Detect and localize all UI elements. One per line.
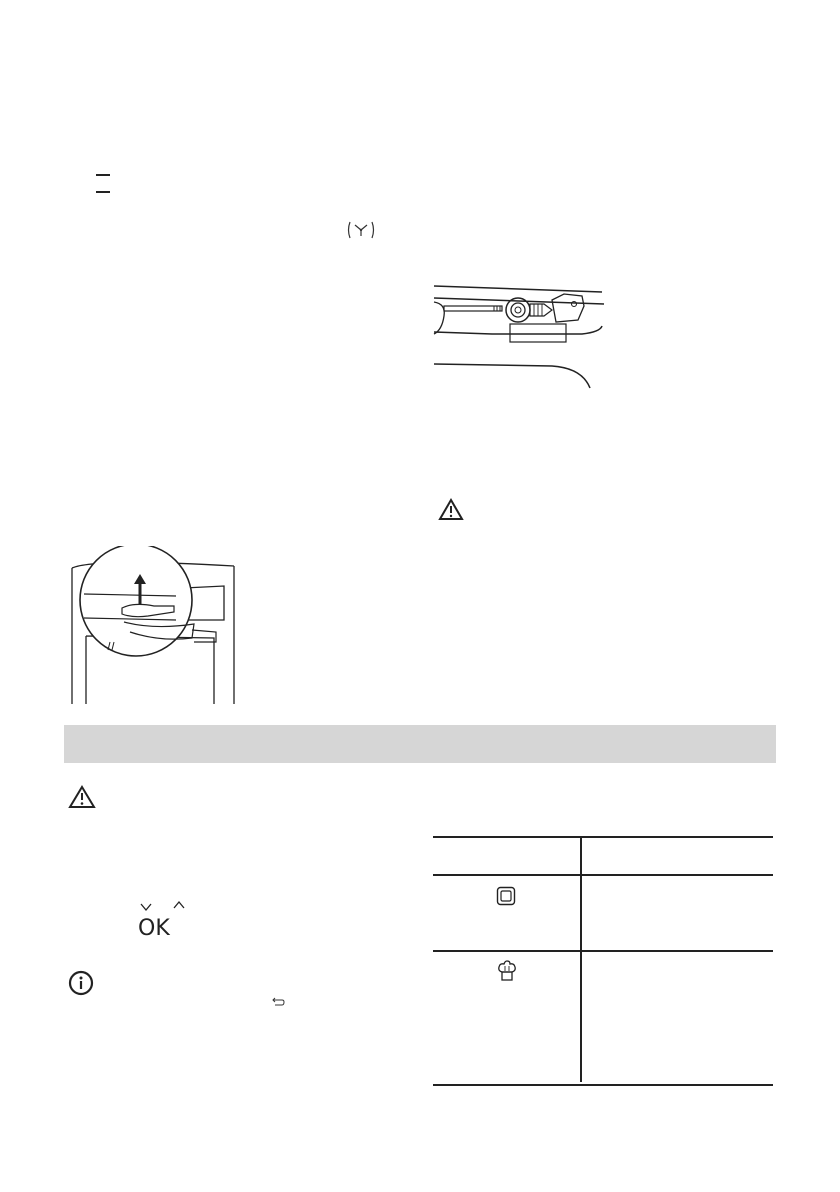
- section-header-bar: [64, 725, 776, 763]
- table-header-divider: [433, 874, 773, 876]
- chevron-up-icon: [172, 895, 186, 905]
- chevron-down-icon: [139, 897, 153, 907]
- warning-triangle-icon: [68, 785, 96, 809]
- chef-hat-icon: [497, 960, 517, 982]
- list-marker-2: [96, 191, 110, 193]
- door-lock-illustration: [64, 546, 244, 706]
- table-row-divider: [433, 950, 773, 952]
- info-circle-icon: [68, 970, 94, 996]
- list-marker-1: [96, 174, 110, 176]
- hinge-screw-illustration: [432, 282, 612, 394]
- fan-bracket-icon: [346, 220, 376, 240]
- table-column-divider: [580, 836, 582, 1082]
- back-arrow-icon: [271, 992, 285, 1002]
- ok-button-label: OK: [138, 916, 170, 941]
- square-mode-icon: [496, 886, 516, 906]
- warning-triangle-icon: [438, 498, 464, 522]
